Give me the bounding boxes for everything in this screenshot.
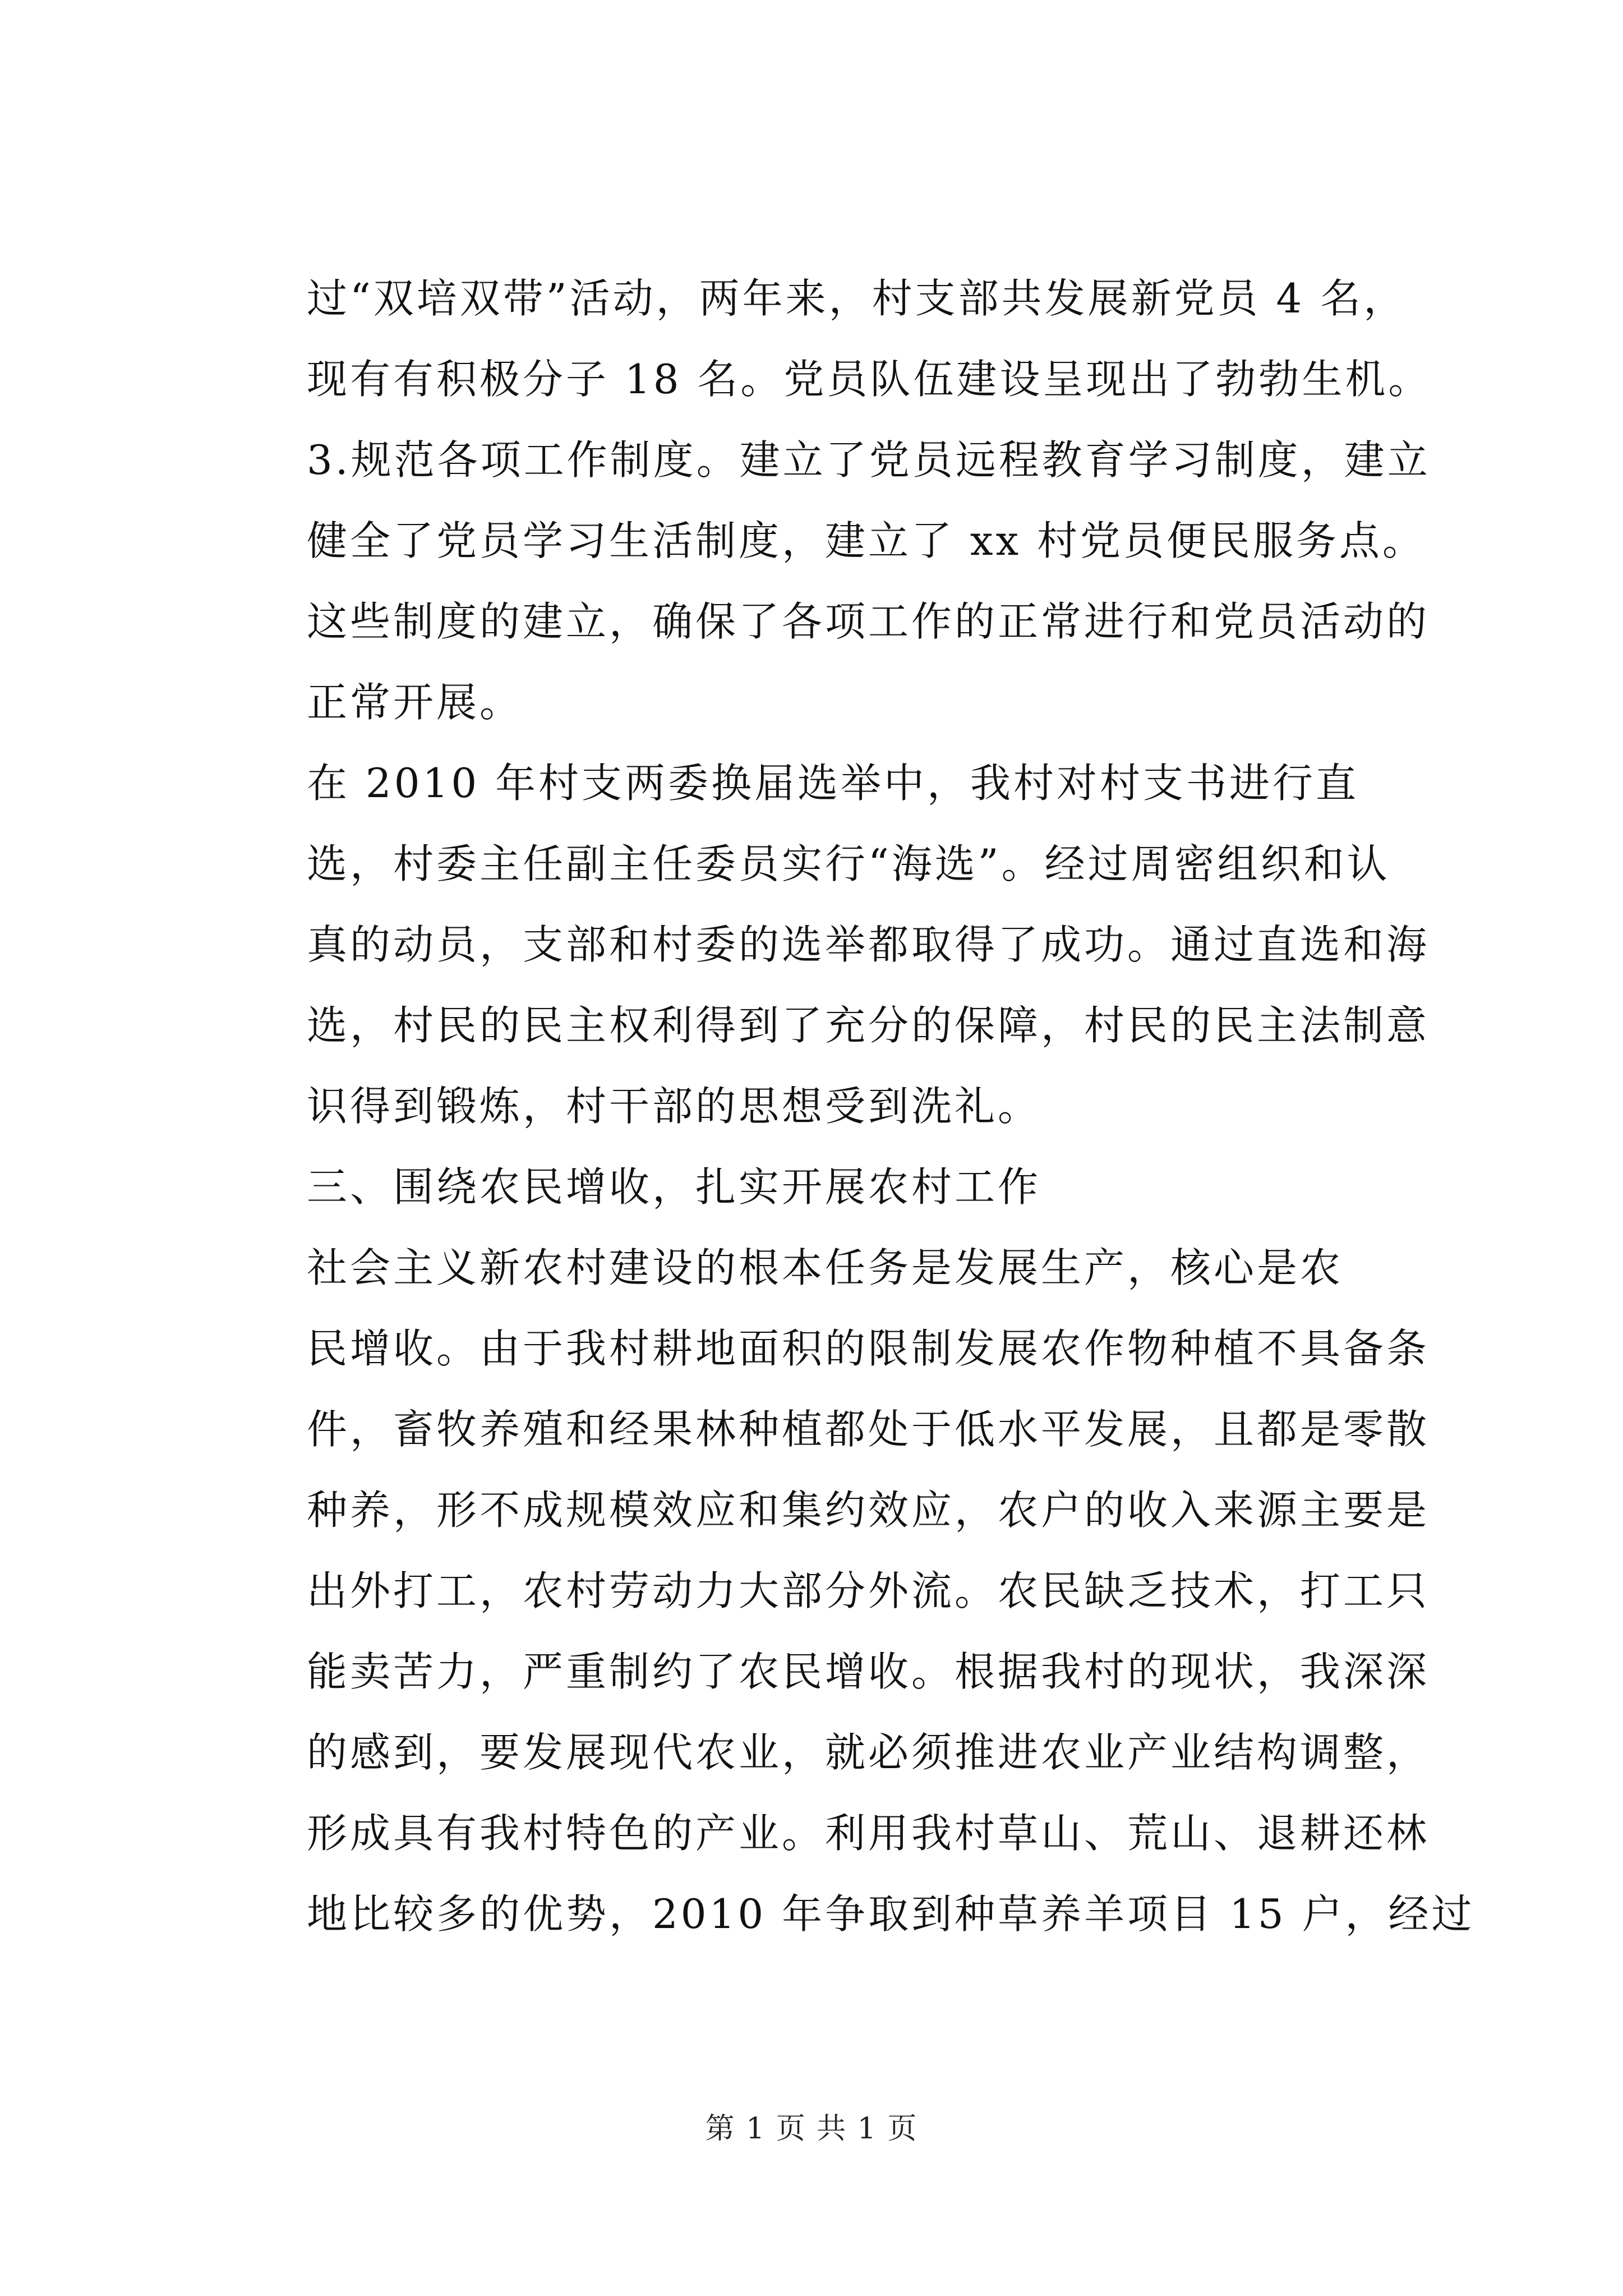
text-line: 现有有积极分子 18 名。党员队伍建设呈现出了勃勃生机。 (307, 356, 1432, 403)
text-line: 识得到锻炼，村干部的思想受到洗礼。 (307, 1083, 1041, 1130)
text-line: 选，村民的民主权利得到了充分的保障，村民的民主法制意 (307, 1002, 1430, 1049)
section-heading: 三、围绕农民增收，扎实开展农村工作 (307, 1163, 1041, 1211)
text-line: 健全了党员学习生活制度，建立了 xx 村党员便民服务点。 (307, 517, 1426, 564)
text-line: 3.规范各项工作制度。建立了党员远程教育学习制度，建立 (307, 436, 1431, 484)
text-line: 地比较多的优势，2010 年争取到种草养羊项目 15 户，经过 (307, 1890, 1475, 1938)
text-line: 正常开展。 (307, 679, 523, 726)
text-line: 件，畜牧养殖和经果林种植都处于低水平发展，且都是零散 (307, 1406, 1430, 1453)
text-line: 形成具有我村特色的产业。利用我村草山、荒山、退耕还林 (307, 1810, 1430, 1857)
text-line: 民增收。由于我村耕地面积的限制发展农作物种植不具备条 (307, 1325, 1430, 1372)
text-line: 能卖苦力，严重制约了农民增收。根据我村的现状，我深深 (307, 1648, 1430, 1695)
text-line: 选，村委主任副主任委员实行“海选”。经过周密组织和认 (307, 840, 1390, 887)
text-line: 社会主义新农村建设的根本任务是发展生产，核心是农 (307, 1244, 1344, 1291)
text-line: 在 2010 年村支两委换届选举中，我村对村支书进行直 (307, 760, 1359, 807)
text-line: 过“双培双带”活动，两年来，村支部共发展新党员 4 名， (307, 275, 1407, 322)
text-line: 这些制度的建立，确保了各项工作的正常进行和党员活动的 (307, 598, 1430, 645)
text-line: 出外打工，农村劳动力大部分外流。农民缺乏技术，打工只 (307, 1567, 1430, 1614)
document-body (307, 258, 1475, 1954)
text-line: 种养，形不成规模效应和集约效应，农户的收入来源主要是 (307, 1487, 1430, 1534)
page-number-footer: 第 1 页 共 1 页 (705, 2112, 918, 2146)
text-line: 的感到，要发展现代农业，就必须推进农业产业结构调整， (307, 1729, 1430, 1776)
text-line: 真的动员，支部和村委的选举都取得了成功。通过直选和海 (307, 921, 1430, 968)
